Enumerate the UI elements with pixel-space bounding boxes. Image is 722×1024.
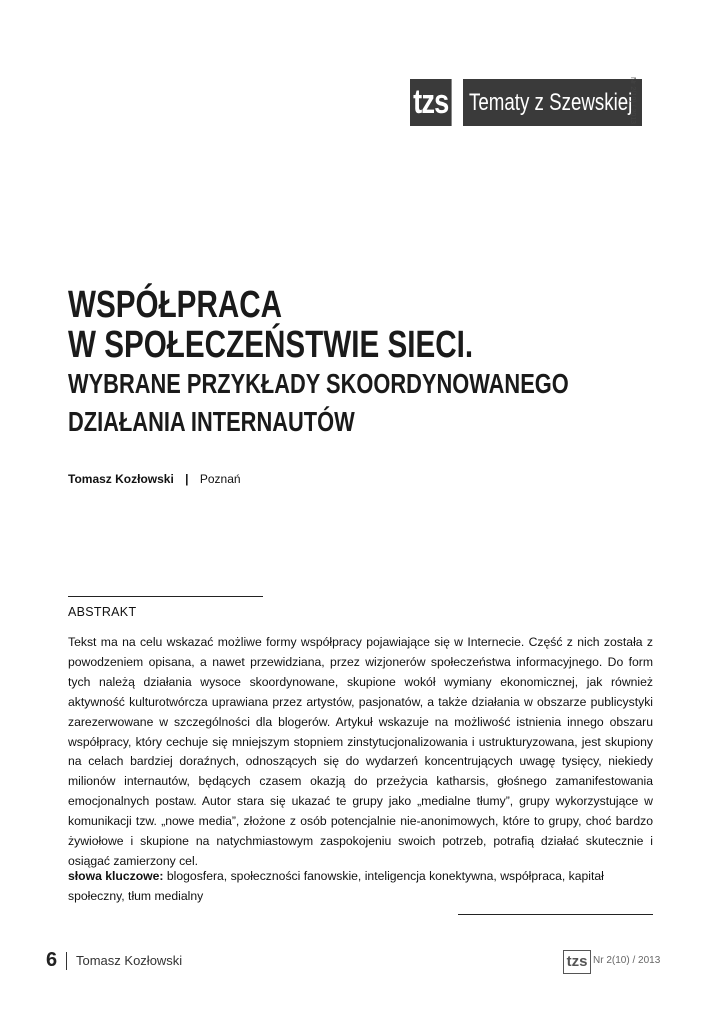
footer-issue: Nr 2(10) / 2013 [593,955,661,966]
subtitle-line-2: DZIAŁANIA INTERNAUTÓW [68,406,355,437]
journal-title [463,79,642,126]
divider-bottom [458,914,653,915]
journal-title-text: Tematy z Szewskiej [469,89,633,116]
keywords-list: blogosfera, społeczności fanowskie, inteligencja konektywna, współpraca, kapitał społeczny, tłum medialny [68,869,604,903]
footer-divider [66,952,67,970]
abstract-text: Tekst ma na celu wskazać możliwe formy współpracy pojawiające się w Internecie. Część z nich została z powodzeniem opisana, a nawet przewidziana, przez wizjonerów społeczeństwa informacyjnego. Do form tych należą działania wysoce skoordynowane, skupione wokół wymiany ekonomicznej, jak również aktywność kulturotwórcza uprawiana przez artystów, pasjonatów, a także działania w obszarze publicystyki zarezerwowane w szczególności dla blogerów. Artykuł wskazuje na możliwość istnienia innego obszaru współpracy, który cechuje się mniejszym stopniem zinstytucjonalizowania i ustrukturyzowana, jest skupiony na celach bardziej doraźnych, odnoszących się do wydarzeń koncentrujących uwagę tysięcy, niekiedy milionów internautów, będących czasem okazją do przeżycia katharsis, głośnego zamanifestowania emocjonalnych postaw. Autor stara się ukazać te grupy jako „medialne tłumy”, grupy wykorzystujące w komunikacji tzw. „nowe media”, złożone z osób potencjalnie nie-anonimowych, które to grupy, choć bardzo żywiołowe i skupione na natychmiastowym zaspokojeniu swoich potrzeb, potrafią działać skutecznie i osiągać zamierzony cel. [68,635,653,868]
footer-author: Tomasz Kozłowski [76,953,183,968]
author-name: Tomasz Kozłowski [68,472,174,486]
author-city: Poznań [199,472,241,486]
keywords [68,866,653,906]
subtitle-line-1: WYBRANE PRZYKŁADY SKOORDYNOWANEGO [68,368,569,399]
abstract-heading: ABSTRAKT [68,605,137,619]
abstract-body [68,633,653,872]
article-title [68,285,668,441]
journal-logo-mark: tzs [410,79,452,126]
page-number: 6 [46,949,58,971]
title-line-1: WSPÓŁPRACA [68,284,283,326]
footer-logo-mark: tzs [563,950,591,974]
title-line-2: W SPOŁECZEŃSTWIE SIECI. [68,324,474,366]
keywords-label: słowa kluczowe: [68,869,164,883]
author-line [68,472,241,486]
divider-top [68,596,263,597]
author-separator: | [185,472,189,486]
header-issue-number: Nr 2(10) / 2013 [629,77,636,125]
